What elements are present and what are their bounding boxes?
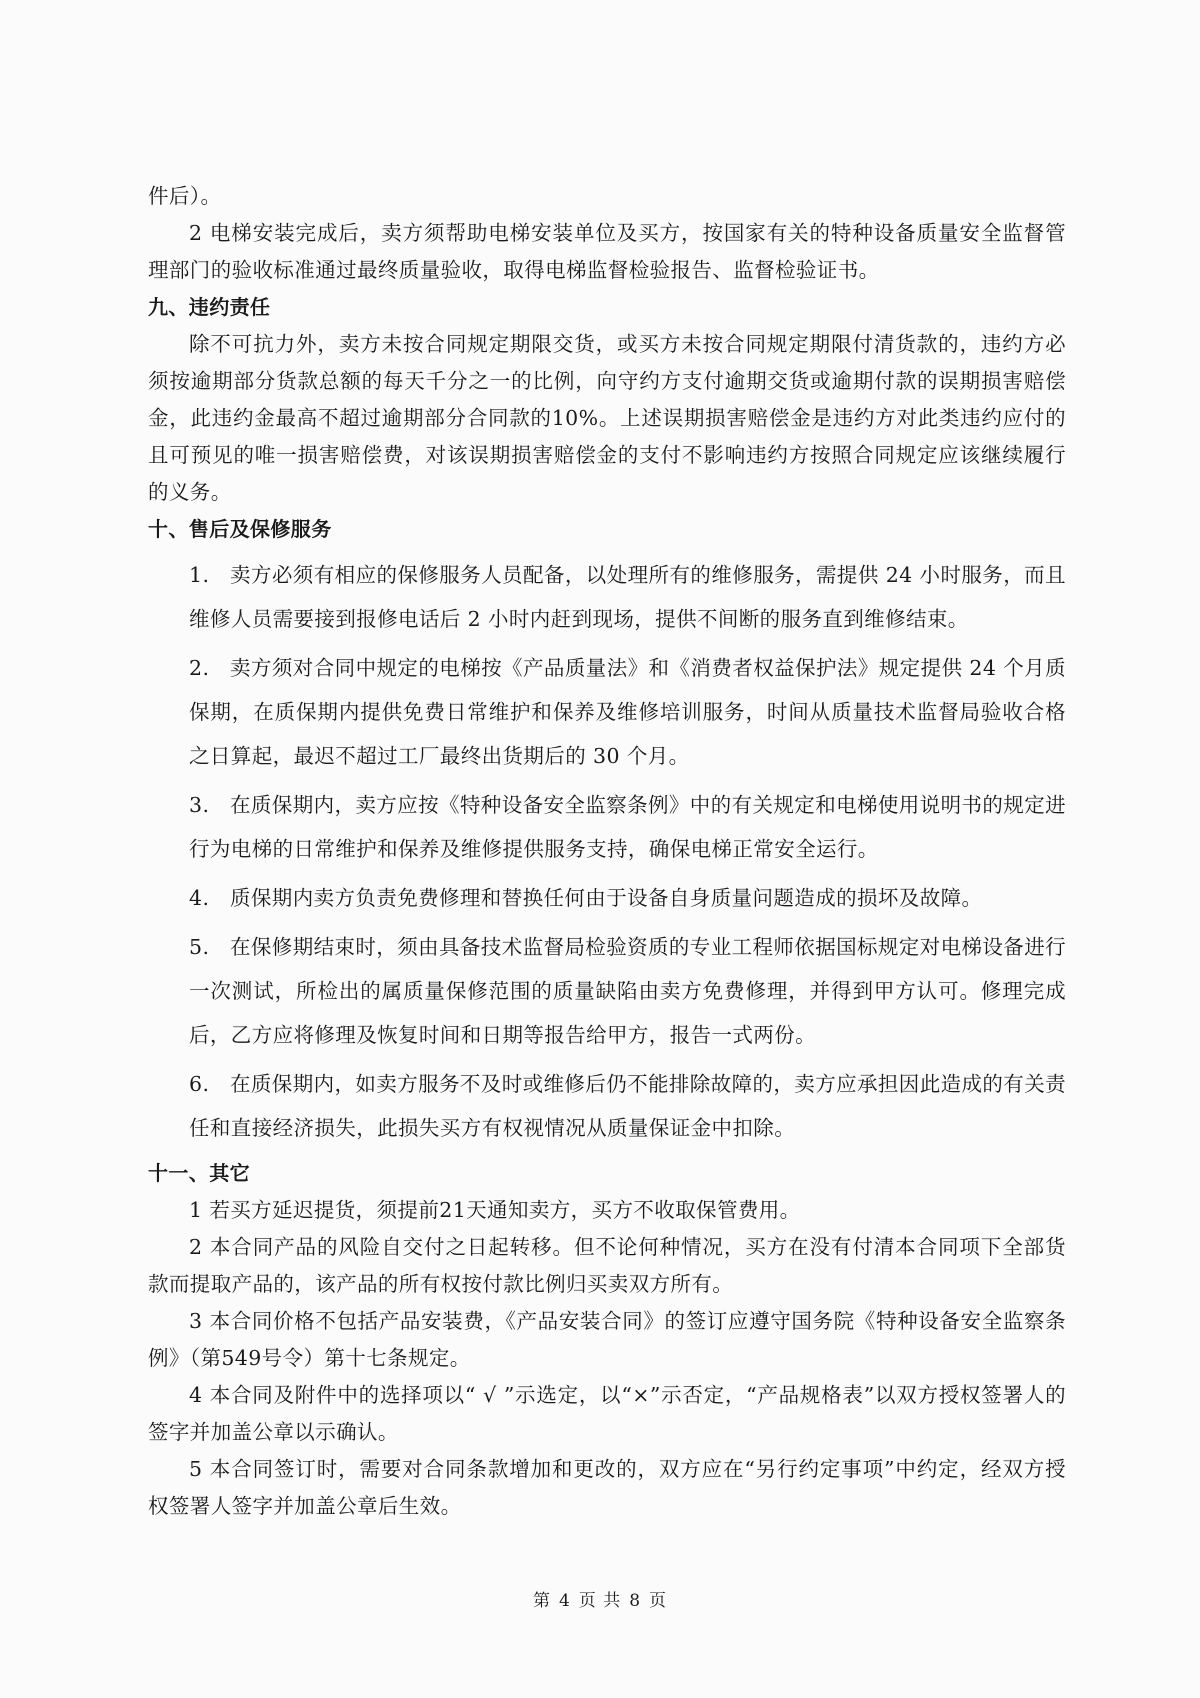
section10-item (148, 553, 1066, 641)
item-number: 2. (189, 656, 210, 680)
footer-prefix: 第 (532, 1591, 551, 1611)
section8-item-2: 2 电梯安装完成后，卖方须帮助电梯安装单位及买方，按国家有关的特种设备质量安全监督管理部门的验收标准通过最终质量验收，取得电梯监督检验报告、监督检验证书。 (148, 221, 1066, 282)
item-number: 1. (189, 563, 210, 587)
continuation-text: 件后）。 (148, 184, 222, 208)
section11-heading: 十一、其它 (148, 1161, 250, 1185)
section9-body: 除不可抗力外，卖方未按合同规定期限交货，或买方未按合同规定期限付清货款的，违约方必须按逾期部分货款总额的每天千分之一的比例，向守约方支付逾期交货或逾期付款的误期损害赔偿金，此违约金最高不超过逾期部分合同款的10%。上述误期损害赔偿金是违约方对此类违约应付的且可预见的唯一损害赔偿费，对该误期损害赔偿金的支付不影响违约方按照合同规定应该继续履行的义务。 (148, 332, 1066, 504)
footer-total-pages: 8 (629, 1591, 642, 1611)
footer-page-number: 4 (558, 1591, 571, 1611)
item-number: 3. (189, 793, 210, 817)
document-body (148, 178, 1066, 1525)
item-text: 在保修期结束时，须由具备技术监督局检验资质的专业工程师依据国标规定对电梯设备进行一次测试，所检出的属质量保修范围的质量缺陷由卖方免费修理，并得到甲方认可。修理完成后，乙方应将修理及恢复时间和日期等报告给甲方，报告一式两份。 (189, 935, 1066, 1047)
section9-heading: 九、违约责任 (148, 295, 271, 319)
item-text: 卖方必须有相应的保修服务人员配备，以处理所有的维修服务，需提供 24 小时服务，而且维修人员需要接到报修电话后 2 小时内赶到现场，提供不间断的服务直到维修结束。 (189, 563, 1066, 631)
section10-item (148, 783, 1066, 871)
page-footer (0, 1586, 1200, 1611)
item-number: 5. (189, 935, 210, 959)
item-text: 在质保期内，如卖方服务不及时或维修后仍不能排除故障的，卖方应承担因此造成的有关责任和直接经济损失，此损失买方有权视情况从质量保证金中扣除。 (189, 1072, 1066, 1140)
section10-item (148, 876, 1066, 920)
footer-suffix: 页 (649, 1591, 668, 1611)
item-text: 在质保期内，卖方应按《特种设备安全监察条例》中的有关规定和电梯使用说明书的规定进行为电梯的日常维护和保养及维修提供服务支持，确保电梯正常安全运行。 (189, 793, 1066, 861)
section10-item (148, 925, 1066, 1057)
section11-item-2: 2 本合同产品的风险自交付之日起转移。但不论何种情况，买方在没有付清本合同项下全部货款而提取产品的，该产品的所有权按付款比例归买卖双方所有。 (148, 1235, 1066, 1296)
section10-item (148, 646, 1066, 778)
section10-item (148, 1062, 1066, 1150)
section11-item-5: 5 本合同签订时，需要对合同条款增加和更改的，双方应在“另行约定事项”中约定，经双方授权签署人签字并加盖公章后生效。 (148, 1457, 1066, 1518)
item-number: 4. (189, 886, 210, 910)
footer-middle: 页 共 (578, 1591, 622, 1611)
section11-item-1: 1 若买方延迟提货，须提前21天通知卖方，买方不收取保管费用。 (189, 1198, 801, 1222)
section10-heading: 十、售后及保修服务 (148, 517, 332, 541)
item-text: 卖方须对合同中规定的电梯按《产品质量法》和《消费者权益保护法》规定提供 24 个月质保期，在质保期内提供免费日常维护和保养及维修培训服务，时间从质量技术监督局验收合格之日算起，最迟不超过工厂最终出货期后的 30 个月。 (189, 656, 1066, 768)
section11-item-4: 4 本合同及附件中的选择项以“ √ ”示选定，以“×”示否定，“产品规格表”以双方授权签署人的签字并加盖公章以示确认。 (148, 1383, 1066, 1444)
item-number: 6. (189, 1072, 210, 1096)
section11-item-3: 3 本合同价格不包括产品安装费，《产品安装合同》的签订应遵守国务院《特种设备安全监察条例》（第549号令）第十七条规定。 (148, 1309, 1066, 1370)
item-text: 质保期内卖方负责免费修理和替换任何由于设备自身质量问题造成的损坏及故障。 (230, 886, 983, 910)
